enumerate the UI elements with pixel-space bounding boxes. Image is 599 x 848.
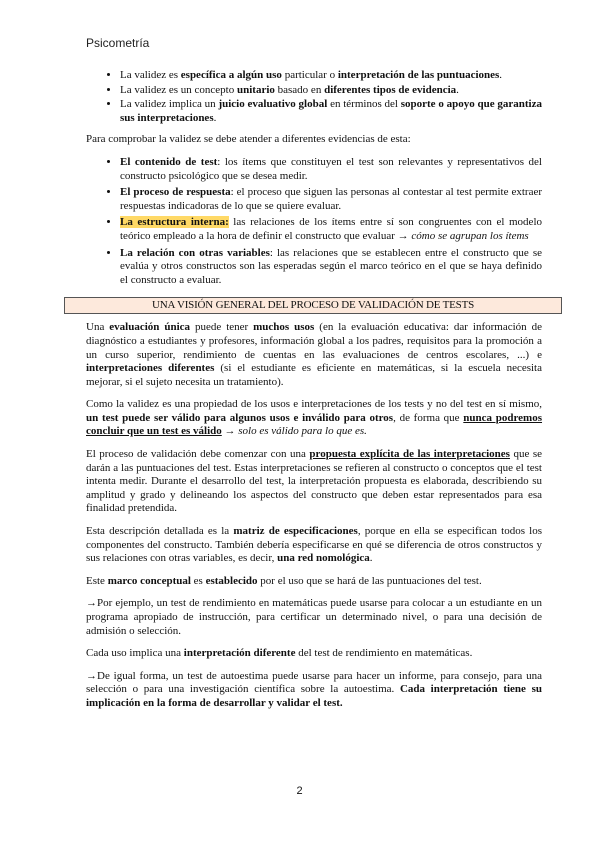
highlighted-term: La estructura interna: <box>120 216 229 229</box>
list-item: • La validez implica un juicio evaluativo global en términos del soporte o apoyo que garantiza sus interpretaciones. <box>120 98 542 125</box>
list-item: • La estructura interna: las relaciones de los ítems entre sí son congruentes con el modelo teórico empleado a la hora de definir el constructo que evaluar → cómo se agrupan los ítems <box>120 216 542 243</box>
section-heading: UNA VISIÓN GENERAL DEL PROCESO DE VALIDACIÓN DE TESTS <box>64 297 562 314</box>
paragraph: Una evaluación única puede tener muchos usos (en la evaluación educativa: dar información de diagnóstico a estudiantes y profesores, información global a los padres, requisitos para la promoción a un curso superior, rendimiento de cuentas en las evaluaciones de centros escolares, ...) e interpretaciones diferentes (si el estudiante es eficiente en matemáticas, si la escuela necesita mejorar, si el sujeto necesita un tratamiento). <box>86 321 543 388</box>
page-number: 2 <box>296 785 303 797</box>
paragraph: Como la validez es una propiedad de los usos e interpretaciones de los tests y no del test en sí mismo, un test puede ser válido para algunos usos e inválido para otros, de forma que nunca podremos concluir que un test es válido → solo es válido para lo que es. <box>86 398 543 438</box>
validity-properties-list <box>86 69 542 125</box>
paragraph: →Por ejemplo, un test de rendimiento en matemáticas puede usarse para colocar a un estudiante en un programa apropiado de instrucción, para certificar un determinado nivel, o para una decisión de admisión o selección. <box>86 597 542 637</box>
paragraph: Esta descripción detallada es la matriz de especificaciones, porque en ella se especifican todos los componentes del constructo. También debería especificarse en qué se diferencia de otros constructos y sus relaciones con otras variables, es decir, una red nomológica. <box>86 525 542 565</box>
list-item: • La relación con otras variables: las relaciones que se establecen entre el constructo que se evalúa y otros constructos son las esperadas según el marco teórico en el que se haya definido el constructo a evaluar. <box>120 247 542 288</box>
list-item: • El contenido de test: los ítems que constituyen el test son relevantes y representativos del constructo psicológico que se desea medir. <box>120 156 542 183</box>
evidence-intro: Para comprobar la validez se debe atender a diferentes evidencias de esta: <box>86 133 411 146</box>
arrow-icon: → <box>221 425 239 438</box>
list-item: • La validez es un concepto unitario basado en diferentes tipos de evidencia. <box>120 84 542 98</box>
paragraph: →De igual forma, un test de autoestima puede usarse para hacer un informe, para consejo, para una selección o para una investigación científica sobre la autoestima. Cada interpretación tiene su implicación en la forma de desarrollar y validar el test. <box>86 669 542 709</box>
arrow-icon: → <box>397 229 409 242</box>
list-item: • La validez es específica a algún uso particular o interpretación de las puntuaciones. <box>120 69 542 83</box>
paragraph: El proceso de validación debe comenzar con una propuesta explícita de las interpretaciones que se darán a las puntuaciones del test. Estas interpretaciones se refieren al constructo o conceptos que el test intenta medir. Durante el desarrollo del test, la interpretación propuesta es elaborada, describiendo su amplitud y grado y delineando los aspectos del constructo que deben estar representados para esa finalidad pretendida. <box>86 448 542 515</box>
running-header: Psicometría <box>86 36 150 50</box>
paragraph: Cada uso implica una interpretación diferente del test de rendimiento en matemáticas. <box>86 647 473 660</box>
paragraph: Este marco conceptual es establecido por el uso que se hará de las puntuaciones del test. <box>86 574 482 587</box>
page-content <box>86 69 542 720</box>
list-item: • El proceso de respuesta: el proceso que siguen las personas al contestar al test permite extraer respuestas indicadoras de lo que se quiere evaluar. <box>120 186 542 213</box>
evidence-types-list <box>86 156 542 287</box>
